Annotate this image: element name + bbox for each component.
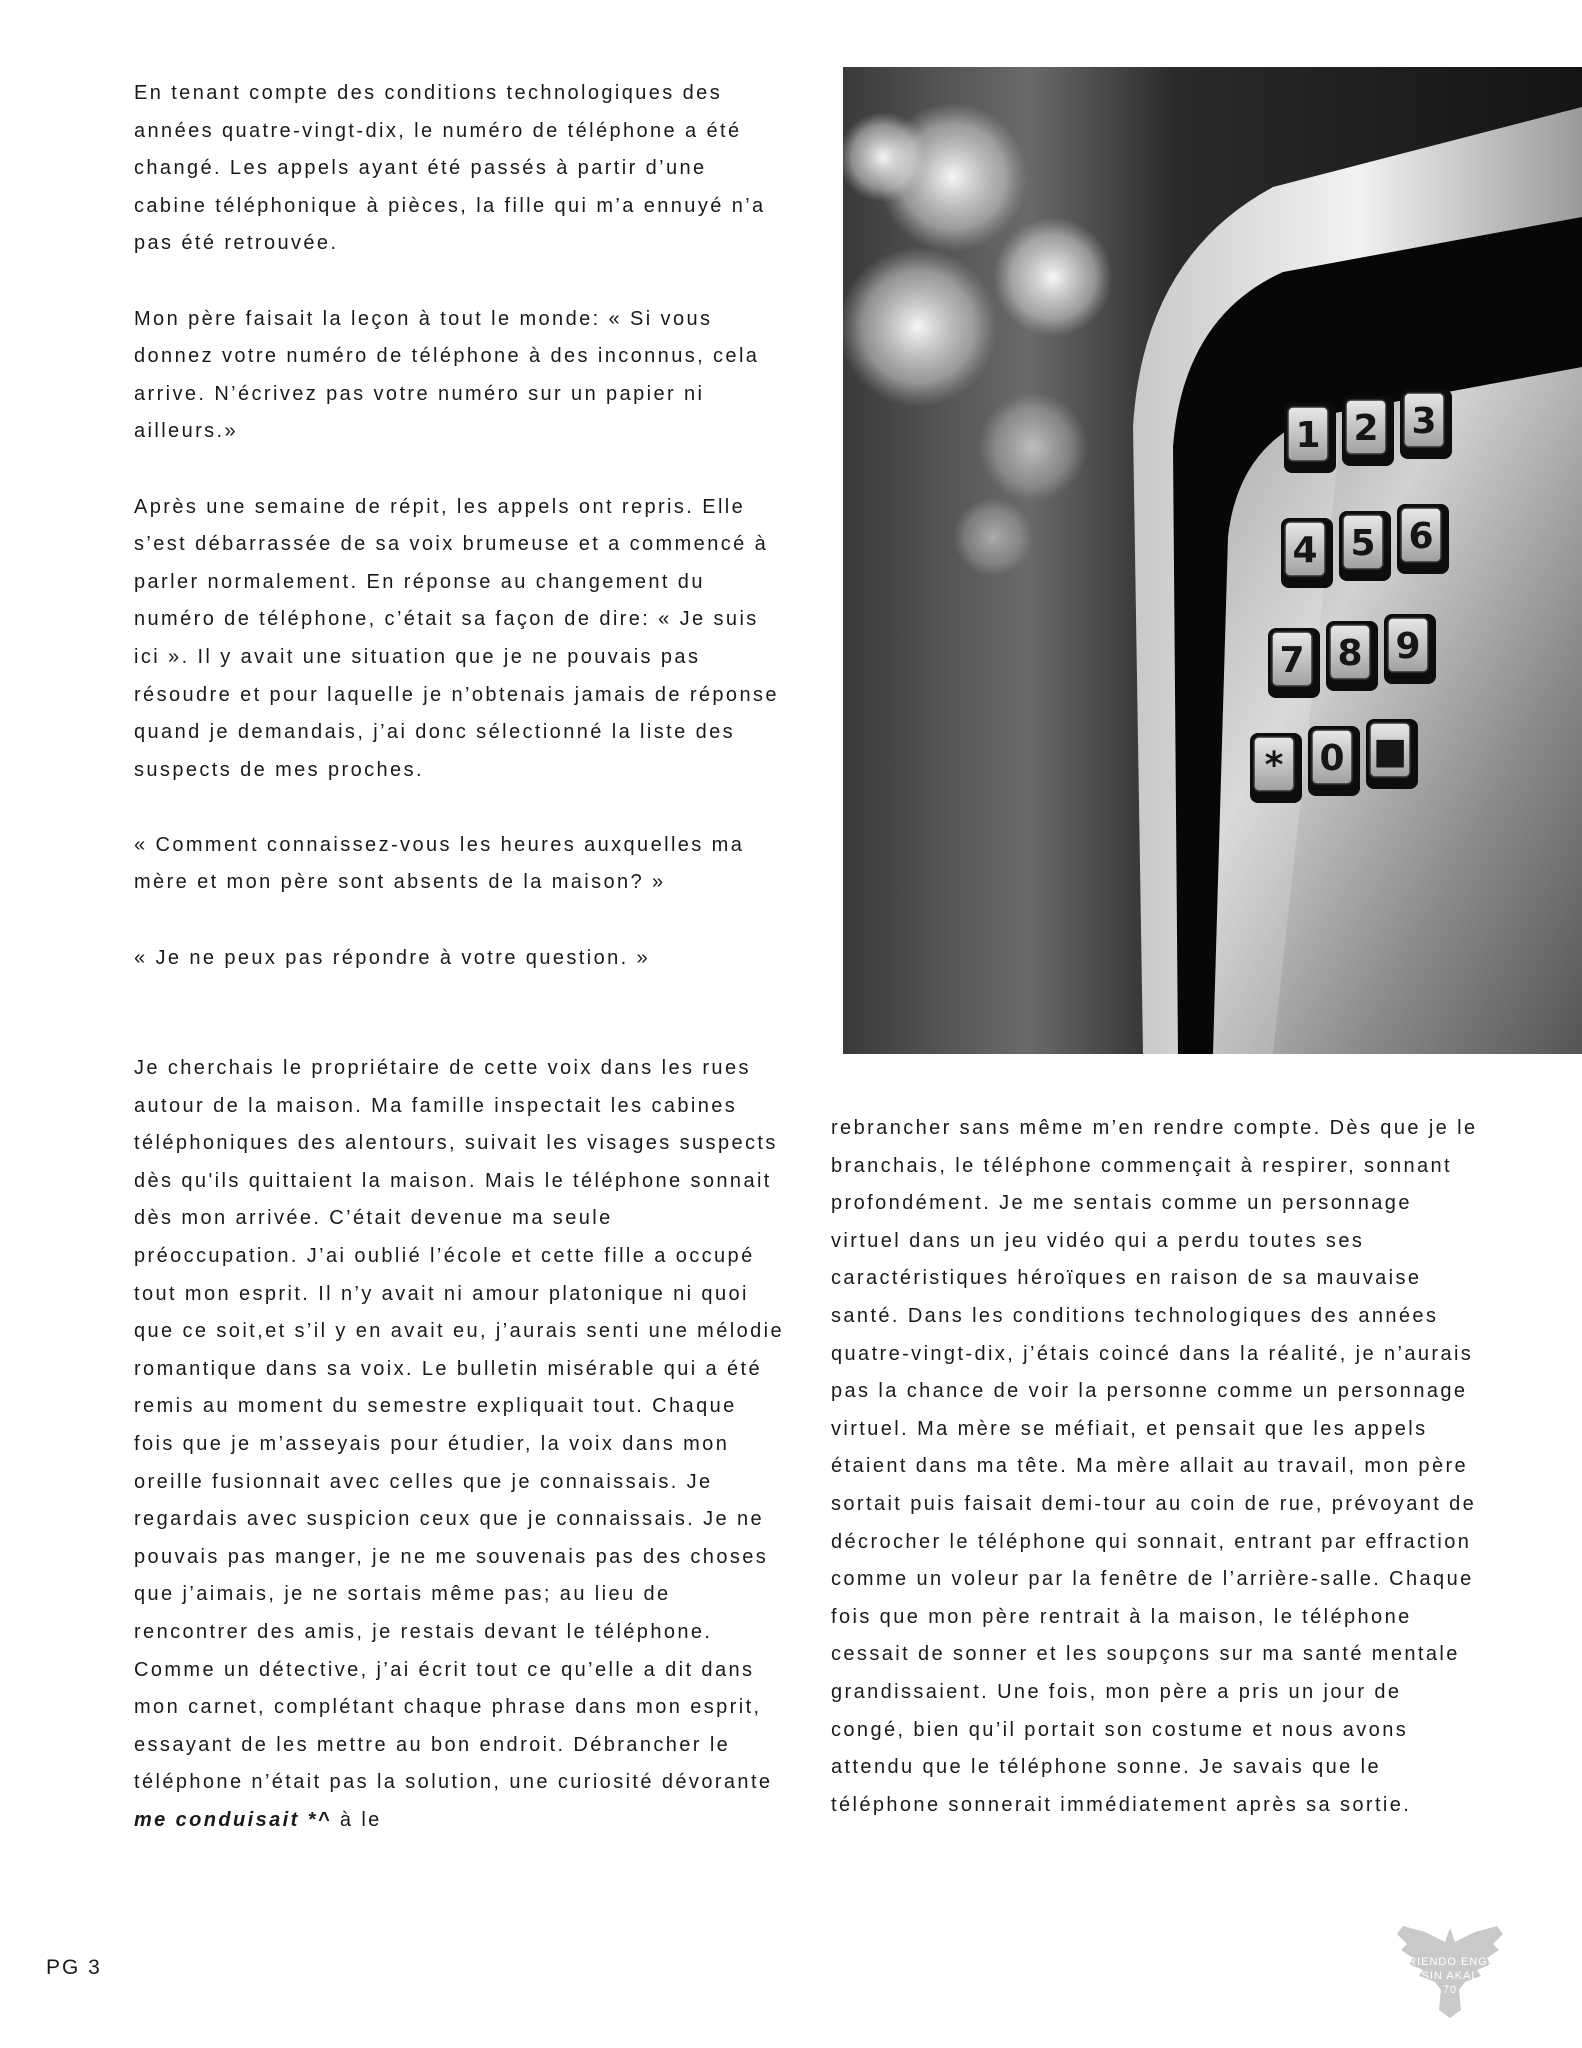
logo-text-line-1: RIENDO ENGI: [1408, 1956, 1492, 1968]
emphasis-text: me conduisait *^: [134, 1808, 332, 1831]
keypad-key: [1397, 504, 1449, 574]
logo-text-line-2: SIN AKAL: [1421, 1970, 1479, 1982]
keypad-key: [1284, 403, 1336, 473]
svg-text:6: 6: [1408, 516, 1434, 557]
svg-text:1: 1: [1295, 415, 1321, 456]
svg-text:8: 8: [1337, 633, 1363, 674]
svg-text:0: 0: [1319, 738, 1345, 779]
keypad-key: [1250, 733, 1302, 803]
article-column-right: [831, 1110, 1481, 1824]
svg-text:3: 3: [1411, 401, 1437, 442]
keypad-key: [1326, 621, 1378, 691]
quote-answer: « Je ne peux pas répondre à votre question. »: [134, 946, 651, 969]
keypad-key: [1366, 719, 1418, 789]
logo-text-line-3: 70: [1442, 1984, 1458, 1996]
svg-text:4: 4: [1292, 530, 1318, 571]
keypad-key: [1400, 389, 1452, 459]
paragraph: Après une semaine de répit, les appels ont repris. Elle s’est débarrassée de sa voix brumeuse et a commencé à parler normalement. En réponse au changement du numéro de téléphone, c’était sa façon de dire: « Je suis ici ». Il y avait une situation que je ne pouvais pas résoudre et pour laquelle je n’obtenais jamais de réponse quand je demandais, j’ai donc sélectionné la liste des suspects de mes proches.: [134, 495, 779, 781]
svg-text:■: ■: [1372, 731, 1408, 772]
svg-text:9: 9: [1395, 626, 1421, 667]
article-column-left-bottom: [134, 1050, 784, 1839]
paragraph: rebrancher sans même m’en rendre compte. Dès que je le branchais, le téléphone commençait à respirer, sonnant profondément. Je me sentais comme un personnage virtuel dans un jeu vidéo qui a perdu toutes ses caractéristiques héroïques en raison de sa mauvaise santé. Dans les conditions technologiques des années quatre-vingt-dix, j’étais coincé dans la réalité, je n’aurais pas la chance de voir la personne comme un personnage virtuel. Ma mère se méfiait, et pensait que les appels étaient dans ma tête. Ma mère allait au travail, mon père sortait puis faisait demi-tour au coin de rue, prévoyant de décrocher le téléphone qui sonnait, entrant par effraction comme un voleur par la fenêtre de l’arrière-salle. Chaque fois que mon père rentrait à la maison, le téléphone cessait de sonner et les soupçons sur ma santé mentale grandissaient. Une fois, mon père a pris un jour de congé, bien qu’il portait son costume et nous avons attendu que le téléphone sonne. Je savais que le téléphone sonnerait immédiatement après sa sortie.: [831, 1117, 1478, 1816]
svg-text:2: 2: [1353, 408, 1379, 449]
keypad-key: [1268, 628, 1320, 698]
svg-text:5: 5: [1350, 523, 1376, 564]
keypad-key: [1339, 511, 1391, 581]
paragraph-text: Je cherchais le propriétaire de cette voix dans les rues autour de la maison. Ma famille inspectait les cabines téléphoniques des alentours, suivait les visages suspects dès qu'ils quittaient la maison. Mais le téléphone sonnait dès mon arrivée. C’était devenue ma seule préoccupation. J’ai oublié l’école et cette fille a occupé tout mon esprit. Il n’y avait ni amour platonique ni quoi que ce soit,et s’il y en avait eu, j’aurais senti une mélodie romantique dans sa voix. Le bulletin misérable qui a été remis au moment du semestre expliquait tout. Chaque fois que je m’asseyais pour étudier, la voix dans mon oreille fusionnait avec celles que je connaissais. Je regardais avec suspicion ceux que je connaissais. Je ne pouvais pas manger, je ne me souvenais pas des choses que j’aimais, je ne sortais même pas; au lieu de rencontrer des amis, je restais devant le téléphone. Comme un détective, j’ai écrit tout ce qu’elle a dit dans mon carnet, complétant chaque phrase dans mon esprit, essayant de les mettre au bon endroit. Débrancher le téléphone n’était pas la solution, une curiosité dévorante: [134, 1057, 785, 1794]
eagle-logo: [1395, 1920, 1505, 2020]
keypad-key: [1281, 518, 1333, 588]
paragraph-tail: à le: [331, 1808, 382, 1831]
keypad-key: [1384, 614, 1436, 684]
svg-text:7: 7: [1279, 640, 1305, 681]
payphone-keypad-photo: [843, 67, 1582, 1054]
quote-question: « Comment connaissez-vous les heures auxquelles ma mère et mon père sont absents de la maison? »: [134, 833, 745, 894]
paragraph: En tenant compte des conditions technologiques des années quatre-vingt-dix, le numéro de téléphone a été changé. Les appels ayant été passés à partir d’une cabine téléphonique à pièces, la fille qui m’a ennuyé n’a pas été retrouvée.: [134, 82, 766, 255]
svg-text:*: *: [1264, 745, 1284, 786]
paragraph: [134, 1050, 784, 1839]
article-column-left-top: [134, 75, 784, 977]
keypad-key: [1308, 726, 1360, 796]
paragraph: Mon père faisait la leçon à tout le monde: « Si vous donnez votre numéro de téléphone à des inconnus, cela arrive. N’écrivez pas votre numéro sur un papier ni ailleurs.»: [134, 307, 760, 443]
keypad-key: [1342, 396, 1394, 466]
page-number: PG 3: [46, 1956, 102, 1979]
